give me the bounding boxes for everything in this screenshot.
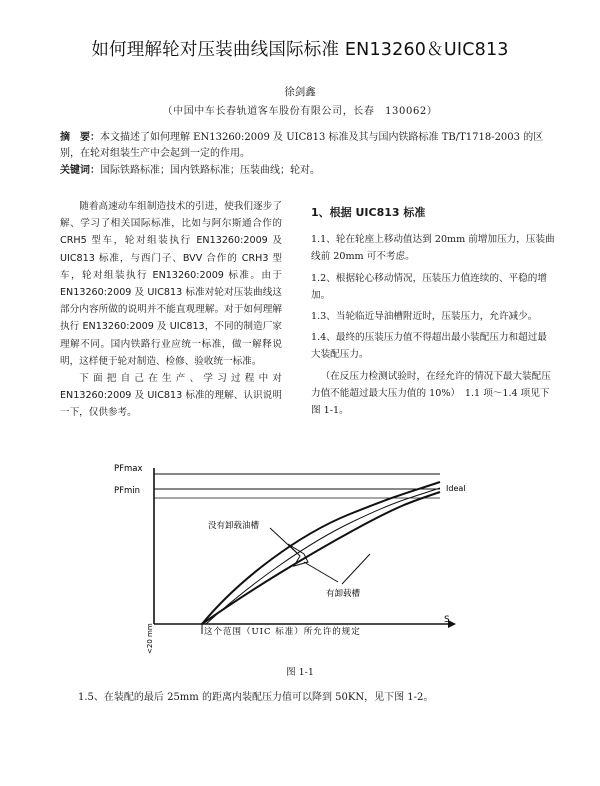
keywords-label: 关键词：	[60, 165, 100, 176]
section-1-item: 1.2、根据轮心移动情况，压装压力值连续的、平稳的增加。	[311, 272, 547, 301]
keywords-text: 国际铁路标准；国内铁路标准；压装曲线；轮对。	[100, 165, 320, 176]
keywords	[60, 163, 550, 179]
section-1-item: 1.4、最终的压装压力值不得超出最小装配压力和超过最大装配压力。	[311, 332, 547, 361]
upper-press-curve	[202, 482, 440, 624]
intro-column	[60, 198, 282, 422]
no-groove-label: 没有卸载油槽	[208, 521, 260, 531]
section-1-item: 1.3、当轮临近导油槽附近时，压装压力，允许减少。	[311, 311, 538, 323]
abstract	[60, 130, 550, 162]
section-1-heading: 1、根据 UIC813 标准	[311, 206, 426, 219]
annotation-arrow-groove	[304, 562, 338, 582]
bottom-range-label: 这个范围（UIC 标准）所允许的规定	[204, 627, 361, 637]
pfmax-label: PFmax	[114, 464, 143, 474]
intro-paragraph-2: 下面把自己在生产、学习过程中对 EN13260:2009 及 UIC813 标准的理解、认识说明一下，仅供参考。	[60, 373, 282, 419]
lower-press-curve	[202, 492, 440, 624]
pfmin-label: PFmin	[114, 486, 141, 496]
annotation-arrow-groove-2	[342, 554, 370, 584]
abstract-label: 摘 要：	[60, 132, 100, 143]
paper-title: 如何理解轮对压装曲线国际标准 EN13260＆UIC813	[91, 40, 509, 60]
section-1-item: 1.1、轮在轮座上移动值达到 20mm 前增加压力，压装曲线前 20mm 可不考虑。	[311, 234, 555, 263]
item-1-5: 1.5、在装配的最后 25mm 的距离内装配压力值可以降到 50KN，见下图 1-2。	[78, 692, 434, 703]
section-1	[311, 204, 556, 423]
groove-label: 有卸载槽	[326, 589, 361, 599]
section-1-note: （在反压力检测试验时，在经允许的情况下最大装配压力值不能超过最大压力值的 10%） 1.1 项～1.4 项见下图 1-1。	[311, 370, 551, 417]
press-fit-curve-figure	[110, 458, 490, 658]
author-affiliation: （中国中车长春轨道客车股份有限公司，长春 130062）	[162, 106, 438, 117]
20mm-label: <20 mm	[146, 623, 154, 654]
ideal-label: Ideal	[446, 484, 466, 493]
figure-caption: 图 1-1	[286, 667, 314, 678]
abstract-text: 本文描述了如何理解 EN13260:2009 及 UIC813 标准及其与国内铁路标准 TB/T1718-2003 的区别，在轮对组装生产中会起到一定的作用。	[60, 132, 544, 159]
ideal-curve	[206, 488, 440, 624]
intro-paragraph-1: 随着高速动车组制造技术的引进，使我们逐步了解、学习了相关国际标准，比如与阿尔斯通合作的 CRH5 型车，轮对组装执行 EN13260:2009 及 UIC813 标准，与西门子、BVV 合作的 CRH3 型车，轮对组装执行 EN13260:2009 标准。由于 EN13260:2009 及 UIC813 标准对轮对压装曲线这部分内容所做的说明并不能直观理解。对于如何理解执行 EN13260:2009 及 UIC813，不同的制造厂家理解不同。国内铁路行业应统一标准，做一解释说明，这样便于轮对制造、检修、验收统一标准。	[60, 201, 282, 367]
s-axis-label: S	[444, 615, 450, 625]
author-name: 徐剑鑫	[284, 86, 316, 98]
